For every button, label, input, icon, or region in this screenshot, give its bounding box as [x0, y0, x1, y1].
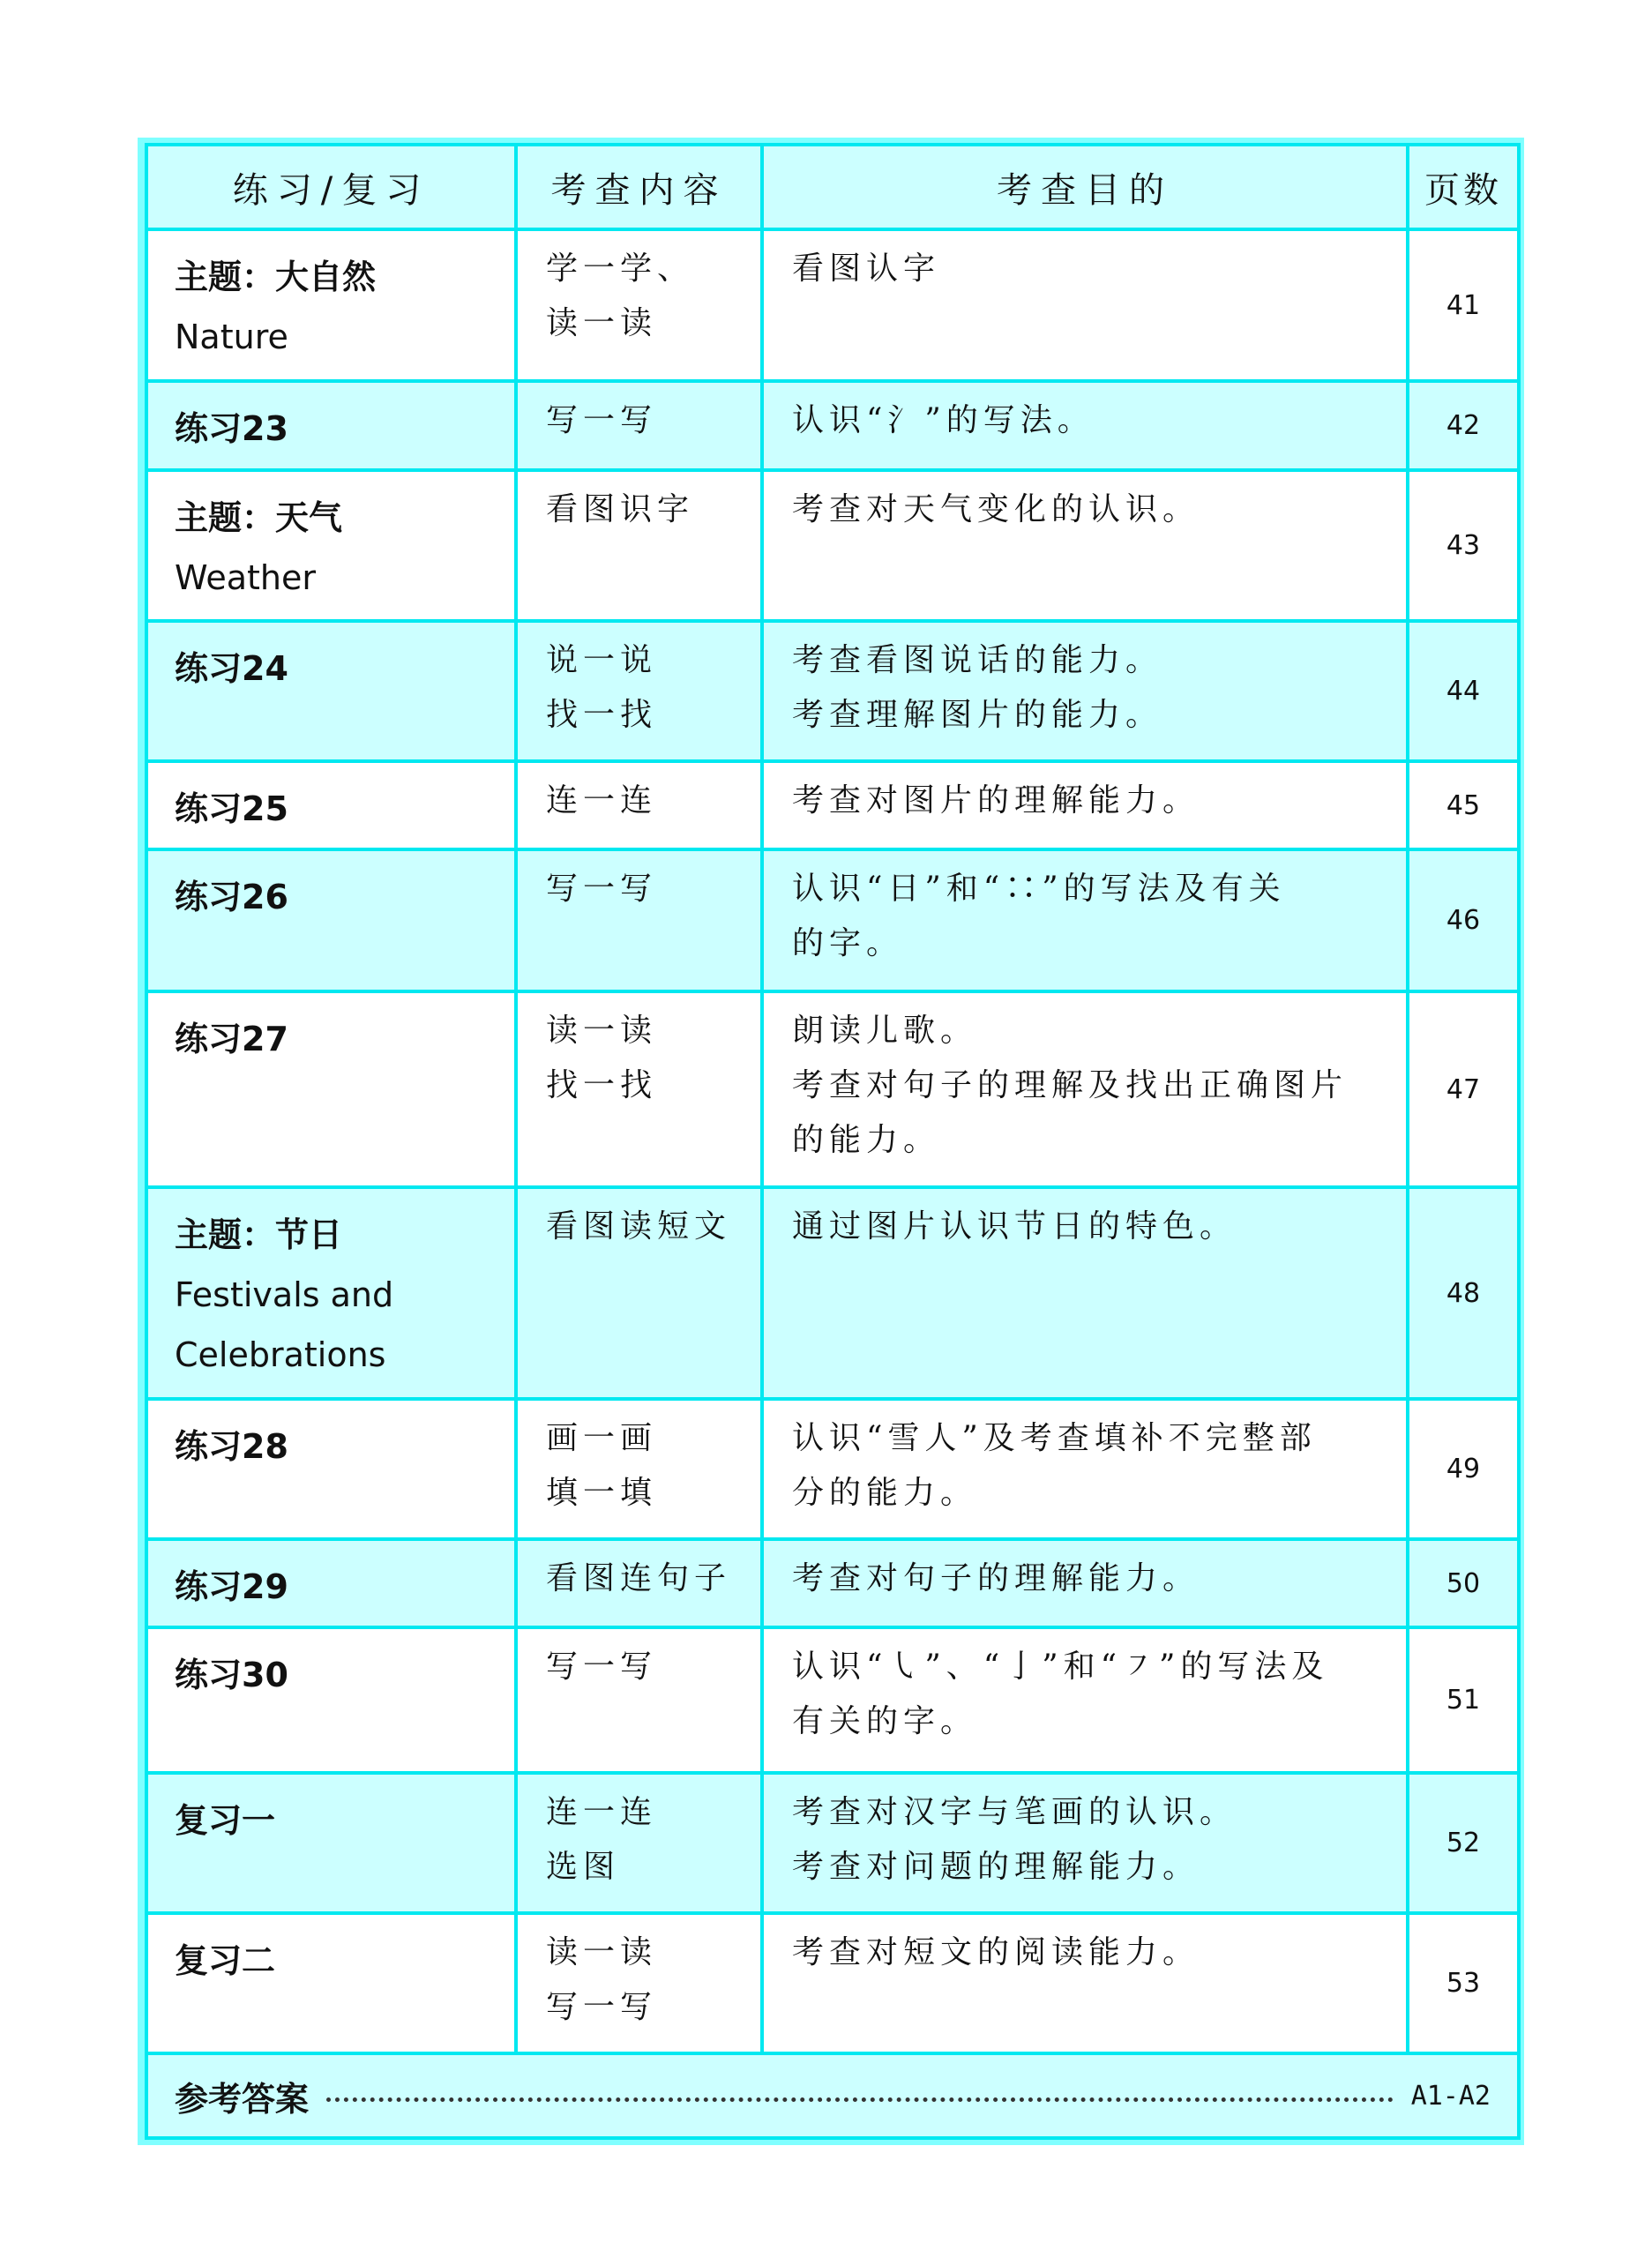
content-line: 读一读: [546, 305, 658, 341]
purpose-cell: [762, 1913, 1408, 2053]
header-page: 页数: [1408, 145, 1519, 229]
content-cell: [516, 1773, 762, 1913]
exercise-cell: [146, 991, 516, 1187]
purpose-line: 考查对汉字与笔画的认识。: [792, 1794, 1237, 1830]
purpose-line: 认识“雪人”及考查填补不完整部: [792, 1420, 1317, 1456]
exercise-name: 主题：天气: [175, 498, 343, 537]
content-line: 说一说: [546, 642, 658, 678]
answers-label: 参考答案: [175, 2079, 310, 2119]
purpose-line: 考查对句子的理解能力。: [792, 1560, 1200, 1596]
table-row: [146, 1913, 1519, 2053]
page-number: 47: [1408, 991, 1519, 1187]
purpose-cell: [762, 1187, 1408, 1399]
table-row: [146, 229, 1519, 381]
exercise-cell: [146, 229, 516, 381]
page-number: 48: [1408, 1187, 1519, 1399]
content-cell: [516, 621, 762, 761]
content-line: 填一填: [546, 1475, 658, 1511]
content-line: 看图连句子: [546, 1560, 732, 1596]
purpose-line: 分的能力。: [792, 1475, 978, 1511]
content-cell: [516, 849, 762, 991]
table-row: [146, 470, 1519, 621]
page-number: 43: [1408, 470, 1519, 621]
exercise-name: 复习二: [175, 1941, 276, 1980]
table-row: [146, 621, 1519, 761]
content-line: 画一画: [546, 1420, 658, 1456]
content-line: 看图识字: [546, 491, 695, 527]
answers-page: A1-A2: [1410, 2080, 1491, 2112]
exercise-english: Festivals and Celebrations: [175, 1275, 394, 1374]
purpose-cell: [762, 1539, 1408, 1627]
header-row: [146, 145, 1519, 229]
exercise-name: 练习30: [175, 1656, 288, 1694]
purpose-cell: [762, 229, 1408, 381]
exercise-cell: [146, 761, 516, 849]
purpose-line: 考查看图说话的能力。: [792, 642, 1163, 678]
exercise-cell: [146, 470, 516, 621]
exercise-name: 练习26: [175, 878, 288, 916]
page-number: 44: [1408, 621, 1519, 761]
content-cell: [516, 761, 762, 849]
content-line: 找一找: [546, 1067, 658, 1103]
exercise-cell: [146, 1399, 516, 1539]
purpose-cell: [762, 621, 1408, 761]
table-row: [146, 991, 1519, 1187]
content-line: 看图读短文: [546, 1208, 732, 1245]
purpose-cell: [762, 1773, 1408, 1913]
table-row: [146, 1773, 1519, 1913]
purpose-line: 考查对句子的理解及找出正确图片: [792, 1067, 1349, 1103]
purpose-line: 的能力。: [792, 1122, 941, 1158]
table-row: [146, 1399, 1519, 1539]
page-number: 52: [1408, 1773, 1519, 1913]
content-line: 连一连: [546, 1794, 658, 1830]
purpose-line: 考查理解图片的能力。: [792, 697, 1163, 733]
purpose-line: 考查对短文的阅读能力。: [792, 1934, 1200, 1970]
content-line: 写一写: [546, 871, 658, 907]
content-cell: [516, 381, 762, 470]
purpose-line: 考查对天气变化的认识。: [792, 491, 1200, 527]
content-cell: [516, 470, 762, 621]
purpose-cell: [762, 761, 1408, 849]
purpose-line: 考查对图片的理解能力。: [792, 782, 1200, 819]
content-line: 写一写: [546, 1649, 658, 1685]
purpose-cell: [762, 1399, 1408, 1539]
table-row: [146, 849, 1519, 991]
content-line: 学一学、: [546, 250, 695, 287]
content-line: 连一连: [546, 782, 658, 819]
contents-table: [145, 143, 1521, 2140]
exercise-name: 练习29: [175, 1567, 288, 1606]
content-cell: [516, 1399, 762, 1539]
exercise-cell: [146, 849, 516, 991]
table-row: [146, 1187, 1519, 1399]
exercise-name: 练习25: [175, 789, 288, 828]
purpose-line: 认识“㇂”、“亅”和“㇇”的写法及: [792, 1649, 1329, 1685]
content-cell: [516, 1913, 762, 2053]
page-number: 49: [1408, 1399, 1519, 1539]
purpose-cell: [762, 991, 1408, 1187]
purpose-cell: [762, 849, 1408, 991]
purpose-line: 朗读儿歌。: [792, 1013, 978, 1049]
exercise-name: 主题：节日: [175, 1215, 343, 1254]
exercise-cell: [146, 1913, 516, 2053]
content-cell: [516, 1627, 762, 1773]
header-content: 考查内容: [516, 145, 762, 229]
content-line: 写一写: [546, 402, 658, 438]
exercise-cell: [146, 1539, 516, 1627]
content-cell: [516, 1187, 762, 1399]
exercise-name: 练习23: [175, 409, 288, 448]
purpose-line: 认识“氵”的写法。: [792, 402, 1095, 438]
table-row: [146, 1627, 1519, 1773]
exercise-cell: [146, 381, 516, 470]
exercise-name: 主题：大自然: [175, 258, 377, 296]
purpose-line: 看图认字: [792, 250, 941, 287]
exercise-cell: [146, 1773, 516, 1913]
purpose-line: 通过图片认识节日的特色。: [792, 1208, 1237, 1245]
leader-dots: [326, 2097, 1394, 2102]
table-row: [146, 381, 1519, 470]
exercise-cell: [146, 1187, 516, 1399]
purpose-line: 有关的字。: [792, 1703, 978, 1739]
content-cell: [516, 229, 762, 381]
page-number: 46: [1408, 849, 1519, 991]
purpose-line: 考查对问题的理解能力。: [792, 1849, 1200, 1885]
page-number: 41: [1408, 229, 1519, 381]
table-row: [146, 1539, 1519, 1627]
page-number: 53: [1408, 1913, 1519, 2053]
header-exercise: 练习/复习: [146, 145, 516, 229]
page-number: 45: [1408, 761, 1519, 849]
exercise-english: Weather: [175, 558, 316, 597]
purpose-line: 的字。: [792, 925, 904, 961]
exercise-cell: [146, 621, 516, 761]
header-purpose: 考查目的: [762, 145, 1408, 229]
page-number: 42: [1408, 381, 1519, 470]
content-line: 读一读: [546, 1013, 658, 1049]
exercise-cell: [146, 1627, 516, 1773]
exercise-name: 练习28: [175, 1427, 288, 1466]
exercise-english: Nature: [175, 318, 288, 356]
content-line: 选图: [546, 1849, 621, 1885]
exercise-name: 练习27: [175, 1020, 288, 1058]
content-cell: [516, 1539, 762, 1627]
purpose-cell: [762, 1627, 1408, 1773]
table-row: [146, 761, 1519, 849]
content-line: 写一写: [546, 1989, 658, 2025]
page-number: 50: [1408, 1539, 1519, 1627]
purpose-line: 认识“日”和“∷”的写法及有关: [792, 871, 1286, 907]
purpose-cell: [762, 381, 1408, 470]
content-line: 读一读: [546, 1934, 658, 1970]
content-cell: [516, 991, 762, 1187]
purpose-cell: [762, 470, 1408, 621]
exercise-name: 练习24: [175, 649, 288, 688]
page-number: 51: [1408, 1627, 1519, 1773]
exercise-name: 复习一: [175, 1801, 276, 1840]
content-line: 找一找: [546, 697, 658, 733]
answers-row[interactable]: [146, 2053, 1519, 2138]
